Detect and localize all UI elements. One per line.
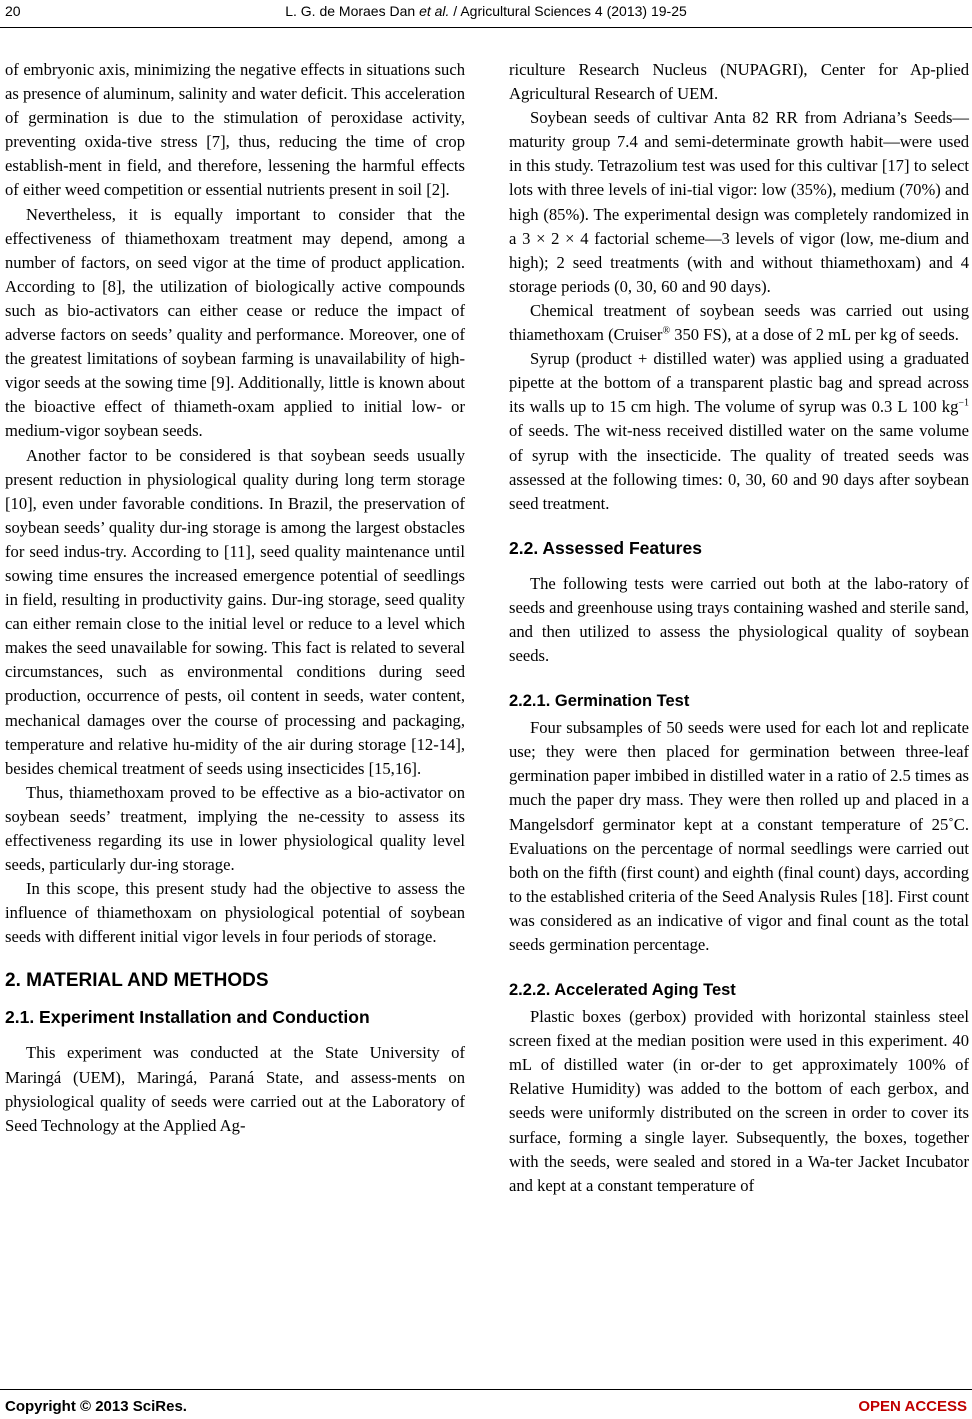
paragraph: Four subsamples of 50 seeds were used for each lot and replicate use; they were then placed for germination between three-leaf germination paper imbibed in distilled water in a ratio of 2.5 times as much the paper dry mass. They were then rolled up and placed in a Mangelsdorf germinator kept at a constant temperature of 25˚C. Evaluations on the percentage of normal seedlings were carried out both on the fifth (first count) and eighth (final count) days, according to the established criteria of the Seed Analysis Rules [18]. First count was considered as an indicative of vigor and final count as the total seeds germination percentage. xyxy=(509,718,969,954)
paragraph: of embryonic axis, minimizing the negative effects in situations such as presence of aluminum, salinity and water deficit. This acceleration of germination is due to the stimulation of peroxidase activity, preventing oxida-tive stress [7], thus, reducing the time of crop establish-ment in field, and therefore, lessening the harmful effects of either weed competition or essential nutrients present in soil [2]. xyxy=(5,60,465,200)
right-column xyxy=(509,58,969,1198)
exponent: −1 xyxy=(958,397,969,409)
subsection-heading: 2.2. Assessed Features xyxy=(509,537,702,558)
registered-mark: ® xyxy=(662,325,671,337)
running-head-et-al: et al. xyxy=(419,3,450,19)
subsection-heading: 2.1. Experiment Installation and Conduction xyxy=(5,1007,370,1028)
paragraph: The following tests were carried out both at the labo-ratory of seeds and greenhouse using trays containing washed and sterile sand, and then utilized to assess the physiological quality of soybean seeds. xyxy=(509,573,969,666)
header-rule xyxy=(0,27,972,28)
paragraph: riculture Research Nucleus (NUPAGRI), Center for Ap-plied Agricultural Research of UEM. xyxy=(509,60,969,104)
open-access-label: OPEN ACCESS xyxy=(858,1398,967,1415)
copyright-notice: Copyright © 2013 SciRes. xyxy=(5,1398,187,1415)
footer-rule xyxy=(0,1389,972,1390)
paragraph: Plastic boxes (gerbox) provided with horizontal stainless steel screen fixed at the median position were used in this experiment. 40 mL of distilled water (in or-der to get approximately 100% of Relative Humidity) was added to the bottom of each gerbox, and seeds were uniformly distributed on the screen in order to cover its surface, forming a single layer. Subsequently, the boxes, together with the seeds, were sealed and stored in a Wa-ter Jacket Incubator and kept at a constant temperature of xyxy=(509,1007,969,1195)
paragraph: This experiment was conducted at the State University of Maringá (UEM), Maringá, Paraná State, and assess-ments on physiological quality of seeds were carried out at the Laboratory of Seed Technology at the Applied Ag- xyxy=(5,1043,465,1135)
paragraph xyxy=(509,347,969,516)
paragraph: Another factor to be considered is that soybean seeds usually present reduction in physiological quality during long term storage [10], even under favorable conditions. In Brazil, the preservation of soybean seeds’ quality dur-ing storage is among the largest obstacles for seed indus-try. According to [11], seed quality maintenance until sowing time ensures the increased emergence potential of seedlings in field, resulting in productivity gains. Dur-ing storage, seed quality can either remain close to the initial level or reduce to a level which makes the seed unavailable for sowing. This fact is related to several circumstances, such as environmental conditions during seed production, occurrence of pests, oil content in seeds, water content, mechanical damages over the course of processing and packaging, temperature and relative hu-midity of the air during storage [12-14], besides chemical treatment of seeds using insecticides [15,16]. xyxy=(5,445,465,778)
running-head xyxy=(0,3,972,19)
paragraph xyxy=(509,299,969,347)
text-run: Chemical treatment of soybean seeds was carried out using thiamethoxam (Cruiser xyxy=(509,300,969,345)
subsubsection-heading: 2.2.2. Accelerated Aging Test xyxy=(509,981,736,1000)
paragraph: Soybean seeds of cultivar Anta 82 RR from Adriana’s Seeds—maturity group 7.4 and semi-determinate growth habit—were used in this study. Tetrazolium test was used for this cultivar [17] to select lots with three levels of ini-tial vigor: low (35%), medium (70%) and high (85%). The experimental design was completely randomized in a 3 × 2 × 4 factorial scheme—3 levels of vigor (low, me-dium and high); 2 seed treatments (with and without thiamethoxam) and 4 storage periods (0, 30, 60 and 90 days). xyxy=(509,108,969,296)
text-run: of seeds. The wit-ness received distilled water on the same volume of syrup with the insecticide. The quality of treated seeds was assessed at the following times: 0, 30, 60 and 90 days after soybean seed treatment. xyxy=(509,421,969,513)
page-number: 20 xyxy=(5,3,21,19)
paragraph: Nevertheless, it is equally important to consider that the effectiveness of thiamethoxam treatment may depend, among a number of factors, on seed vigor at the time of product application. According to [8], the utilization of biologically active compounds such as bio-activators can either cease or reduce the impact of adverse factors on seeds’ quality and performance. Moreover, one of the greatest limitations of soybean farming is unavailability of high-vigor seeds at the sowing time [9]. Additionally, little is known about the bioactive effect of thiameth-oxam applied to initial low- or medium-vigor soybean seeds. xyxy=(5,204,465,441)
paragraph: Thus, thiamethoxam proved to be effective as a bio-activator on soybean seeds’ treatment, implying the ne-cessity to assess its effectiveness regarding its use in lower physiological quality level seeds, particularly dur-ing storage. xyxy=(5,782,465,875)
running-head-authors: L. G. de Moraes Dan xyxy=(285,3,420,19)
paragraph: In this scope, this present study had the objective to assess the influence of thiamethoxam on physiological potential of soybean seeds with different initial vigor levels in four periods of storage. xyxy=(5,879,465,947)
subsubsection-heading: 2.2.1. Germination Test xyxy=(509,692,690,711)
running-head-journal: / Agricultural Sciences 4 (2013) 19-25 xyxy=(449,3,687,19)
text-run: 350 FS), at a dose of 2 mL per kg of seeds. xyxy=(670,325,959,345)
text-run: Syrup (product + distilled water) was applied using a graduated pipette at the bottom of a transparent plastic bag and spread across its walls up to 15 cm high. The volume of syrup was 0.3 L 100 kg xyxy=(509,349,969,417)
section-heading: 2. MATERIAL AND METHODS xyxy=(5,970,269,992)
left-column xyxy=(5,58,465,1138)
